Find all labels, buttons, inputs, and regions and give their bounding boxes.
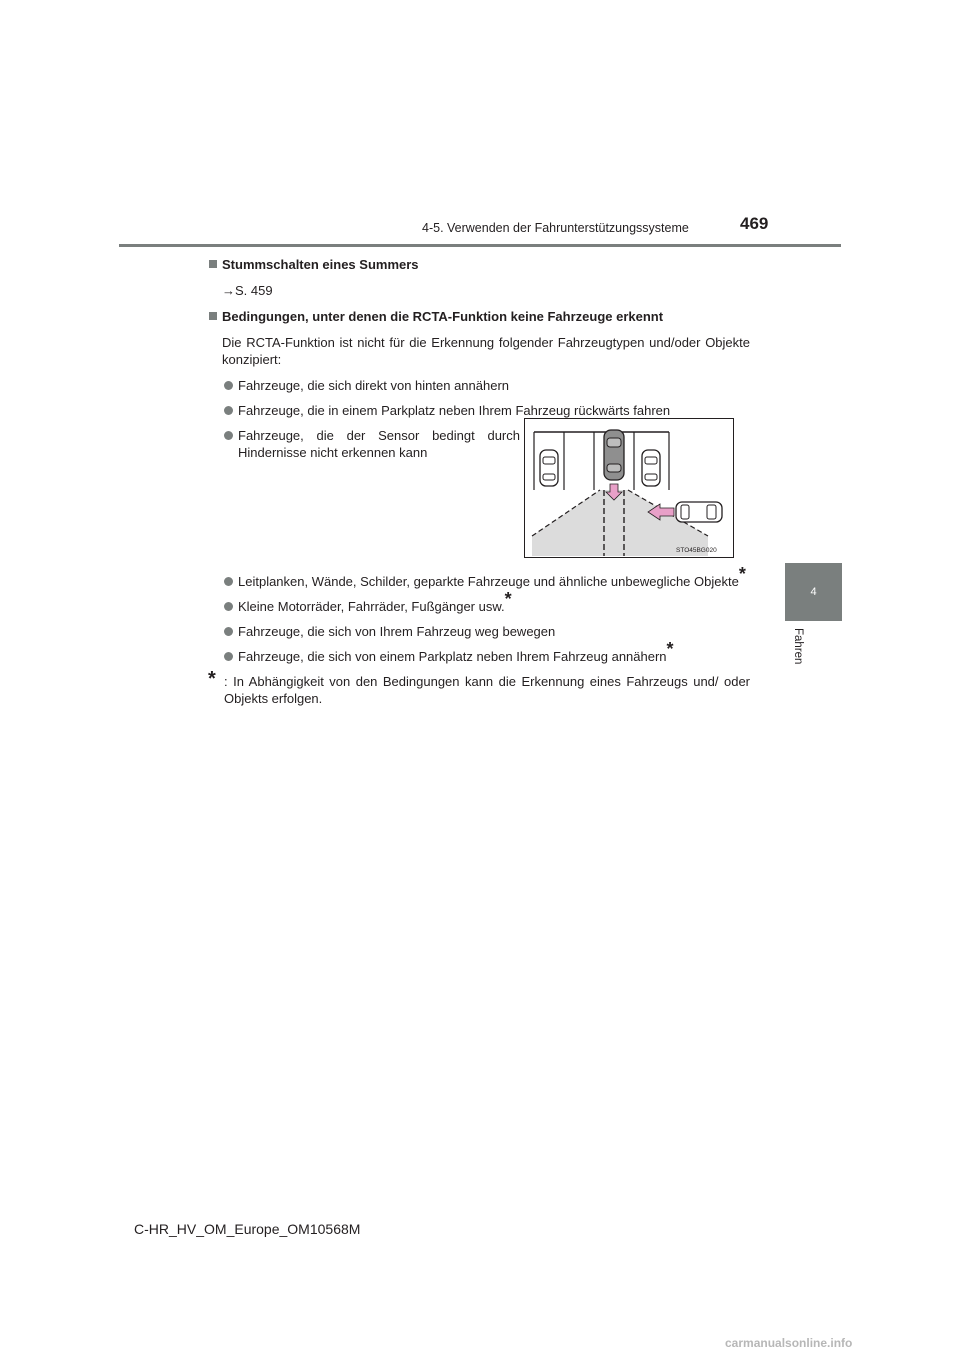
watermark: carmanualsonline.info — [725, 1336, 853, 1350]
footnote-star: * — [504, 589, 512, 609]
list-item-text: Fahrzeuge, die sich von Ihrem Fahrzeug weg bewegen — [238, 624, 556, 639]
circle-bullet-icon — [224, 431, 233, 440]
list-item — [208, 377, 750, 394]
footnote — [208, 668, 750, 707]
circle-bullet-icon — [224, 577, 233, 586]
chapter-label: Fahren — [792, 628, 804, 665]
footnote-star: * — [666, 639, 674, 659]
circle-bullet-icon — [224, 627, 233, 636]
list-item — [208, 564, 750, 590]
list-item — [208, 402, 750, 419]
list-item-text: Fahrzeuge, die sich von einem Parkplatz neben Ihrem Fahrzeug annähern — [238, 649, 667, 664]
circle-bullet-icon — [224, 602, 233, 611]
intro-paragraph: Die RCTA-Funktion ist nicht für die Erkennung folgender Fahrzeugtypen und/oder Objekte konzipiert: — [222, 335, 750, 367]
list-item-text: Fahrzeuge, die sich direkt von hinten annähern — [238, 378, 510, 393]
square-bullet-icon — [209, 312, 217, 320]
parked-car-icon — [540, 450, 558, 486]
list-item-text: Fahrzeuge, die in einem Parkplatz neben Ihrem Fahrzeug rückwärts fahren — [238, 403, 671, 418]
illustration-code: STO45BG020 — [676, 547, 717, 554]
circle-bullet-icon — [224, 406, 233, 415]
chapter-number: 4 — [810, 586, 817, 598]
list-item — [208, 623, 750, 640]
chapter-tab[interactable] — [785, 563, 842, 621]
heading-conditions — [208, 308, 750, 325]
page-content — [208, 256, 750, 707]
approaching-car-icon — [676, 502, 722, 522]
page-number: 469 — [740, 214, 769, 233]
heading-text: Bedingungen, unter denen die RCTA-Funktion keine Fahrzeuge erkennt — [222, 309, 664, 324]
bullet-with-illustration — [208, 427, 750, 567]
list-item — [208, 639, 750, 665]
own-car-icon — [604, 430, 624, 480]
list-item — [208, 589, 750, 615]
footnote-text: : In Abhängigkeit von den Bedingungen kann die Erkennung eines Fahrzeugs und/ oder Objekts erfolgen. — [224, 674, 750, 706]
circle-bullet-icon — [224, 381, 233, 390]
heading-mute-buzzer — [208, 256, 750, 273]
circle-bullet-icon — [224, 652, 233, 661]
page-reference: →S. 459 — [222, 283, 273, 298]
section-title: 4-5. Verwenden der Fahrunterstützungssysteme — [422, 221, 689, 235]
list-item-text: Leitplanken, Wände, Schilder, geparkte Fahrzeuge und ähnliche unbewegliche Objekte — [238, 574, 739, 589]
header-rule — [119, 244, 841, 247]
footnote-star: * — [738, 564, 746, 584]
square-bullet-icon — [209, 260, 217, 268]
list-item-text: Fahrzeuge, die der Sensor bedingt durch Hindernisse nicht erkennen kann — [238, 428, 520, 460]
heading-text: Stummschalten eines Summers — [222, 257, 419, 272]
list-item — [208, 427, 520, 461]
parking-lot-illustration — [524, 418, 734, 558]
list-item-text: Kleine Motorräder, Fahrräder, Fußgänger usw. — [238, 599, 505, 614]
parked-car-icon — [642, 450, 660, 486]
document-id: C-HR_HV_OM_Europe_OM10568M — [134, 1221, 361, 1237]
footnote-marker: * — [208, 668, 216, 690]
